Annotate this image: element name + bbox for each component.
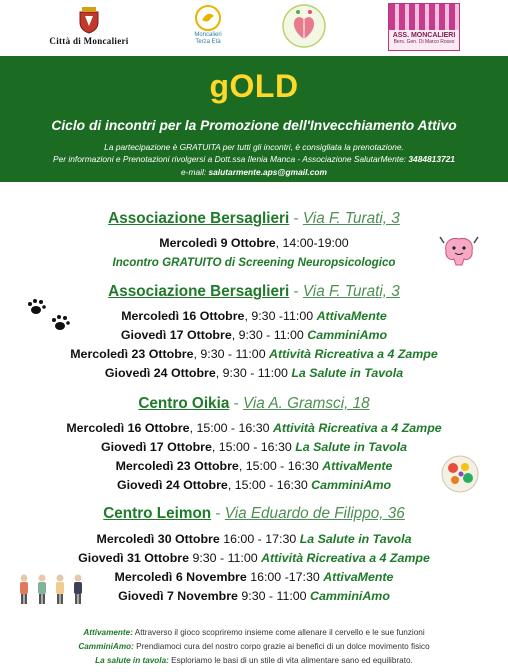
moncalieri-logo-text: Città di Moncalieri (49, 36, 129, 46)
footer-note-key: La salute in tavola: (95, 656, 169, 665)
event-day: Giovedì 7 Novembre (118, 589, 238, 603)
footer-note-text: Esploriamo le basi di un stile di vita alimentare sano ed equilibrato. (168, 656, 413, 665)
section-place: Centro Leimon (103, 505, 212, 522)
event-row (0, 551, 508, 565)
terza-eta-line1: Moncalieri (194, 32, 222, 38)
bersaglieri-logo-line1: ASS. MONCALIERI (392, 32, 456, 39)
header-banner (0, 56, 508, 182)
footer-note (0, 642, 508, 651)
bird-icon (192, 4, 224, 32)
event-day: Mercoledì 23 Ottobre (115, 459, 239, 473)
event-row (0, 478, 508, 492)
section-header-leimon (0, 505, 508, 523)
event-row (0, 309, 508, 323)
paw-prints-icon (26, 298, 74, 334)
event-time: , 9:30 - 11:00 (231, 328, 308, 342)
event-activity: CamminiAmo (310, 589, 390, 603)
event-time: , 9:30 - 11:00 (193, 347, 270, 361)
event-row (0, 347, 508, 361)
event-row (0, 366, 508, 380)
section-separator: - (289, 283, 303, 300)
section-address: Via Eduardo de Filippo, 36 (224, 505, 405, 522)
event-row (0, 421, 508, 435)
event-time: , 14:00-19:00 (275, 236, 349, 250)
bersaglieri-logo (388, 3, 460, 51)
event-subtitle: Ciclo di incontri per la Promozione dell'Invecchiamento Attivo (51, 118, 457, 133)
section-separator: - (229, 395, 243, 412)
event-time: , 9:30 -11:00 (244, 309, 317, 323)
participation-note: La partecipazione è GRATUITA per tutti gli incontri, è consigliata la prenotazione. (104, 142, 404, 152)
event-row (0, 328, 508, 342)
info-contact (0, 154, 508, 164)
event-activity: La Salute in Tavola (291, 366, 404, 380)
event-time: 9:30 - 11:00 (237, 589, 311, 603)
heart-brain-icon (281, 3, 327, 49)
footer-note-key: Attivamente: (83, 628, 133, 637)
food-plate-icon (438, 450, 482, 494)
event-day: Giovedì 17 Ottobre (120, 328, 232, 342)
footer-note-text: Prendiamoci cura del nostro corpo grazie ai benefici di un dolce movimento fisico (133, 642, 430, 651)
section-place: Associazione Bersaglieri (108, 210, 290, 227)
contact-email[interactable]: salutarmente.aps@gmail.com (208, 167, 327, 177)
footer-note (0, 628, 508, 637)
salutarmente-logo (279, 3, 329, 49)
event-time: 9:30 - 11:00 (189, 551, 262, 565)
moncalieri-logo (34, 6, 144, 46)
section-address: Via A. Gramsci, 18 (242, 395, 370, 412)
bersaglieri-logo-graphic (389, 4, 459, 30)
bersaglieri-logo-line2: Bers. Gen. Di Marco Rosso (393, 39, 455, 45)
event-row (0, 459, 508, 473)
event-day: Giovedì 17 Ottobre (101, 440, 212, 454)
section-place: Centro Oikia (138, 395, 230, 412)
footer-note (0, 656, 508, 665)
event-activity: CamminiAmo (307, 328, 388, 342)
event-activity: CamminiAmo (311, 478, 392, 492)
event-time: , 15:00 - 16:30 (189, 421, 273, 435)
event-activity: La Salute in Tavola (299, 532, 412, 546)
event-activity: AttivaMente (322, 459, 393, 473)
event-time: 16:00 -17:30 (246, 570, 324, 584)
section-separator: - (289, 210, 303, 227)
event-time: , 15:00 - 16:30 (227, 478, 312, 492)
logo-row (0, 0, 508, 54)
event-day: Giovedì 24 Ottobre (104, 366, 216, 380)
event-activity: AttivaMente (323, 570, 394, 584)
city-crest-icon (76, 6, 102, 34)
email-line (0, 167, 508, 177)
event-day: Giovedì 31 Ottobre (78, 551, 189, 565)
event-day: Mercoledì 16 Ottobre (66, 421, 190, 435)
section-separator: - (211, 505, 225, 522)
event-activity: Attività Ricreativa a 4 Zampe (261, 551, 430, 565)
event-activity: Attività Ricreativa a 4 Zampe (272, 421, 442, 435)
section-header-bersaglieri-2 (0, 283, 508, 301)
event-day: Mercoledì 6 Novembre (114, 570, 247, 584)
event-day: Mercoledì 16 Ottobre (121, 309, 245, 323)
section-place: Associazione Bersaglieri (108, 283, 290, 300)
terza-eta-logo (180, 4, 236, 46)
contact-phone[interactable]: 3484813721 (408, 154, 455, 164)
event-time: , 15:00 - 16:30 (211, 440, 296, 454)
event-row (0, 236, 508, 250)
footer-note-text: Attraverso il gioco scopriremo insieme come allenare il cervello e le sue funzioni (132, 628, 425, 637)
brain-icon (438, 233, 480, 267)
elderly-people-icon (16, 572, 86, 608)
footer-note-key: CamminiAmo: (78, 642, 134, 651)
event-title: gOLD (209, 68, 299, 104)
event-activity: Attività Ricreativa a 4 Zampe (269, 347, 438, 361)
event-activity: La Salute in Tavola (295, 440, 407, 454)
section-header-bersaglieri-1 (0, 210, 508, 228)
event-activity: AttivaMente (316, 309, 387, 323)
email-label: e-mail: (181, 167, 209, 177)
event-row (0, 440, 508, 454)
terza-eta-line2: Terza Età (195, 39, 221, 45)
section-address: Via F. Turati, 3 (302, 283, 400, 300)
section-header-oikia (0, 395, 508, 413)
screening-note: Incontro GRATUITO di Screening Neuropsicologico (112, 256, 396, 269)
event-day: Mercoledì 9 Ottobre (159, 236, 276, 250)
event-time: , 15:00 - 16:30 (238, 459, 323, 473)
section-address: Via F. Turati, 3 (302, 210, 400, 227)
event-day: Giovedì 24 Ottobre (116, 478, 228, 492)
info-contact-text: Per informazioni e Prenotazioni rivolgersi a Dott.ssa Ilenia Manca - Associazione SalutarMente: (53, 154, 409, 164)
event-day: Mercoledì 30 Ottobre (96, 532, 220, 546)
event-time: , 9:30 - 11:00 (215, 366, 292, 380)
event-day: Mercoledì 23 Ottobre (70, 347, 194, 361)
event-time: 16:00 - 17:30 (219, 532, 300, 546)
event-row (0, 532, 508, 546)
